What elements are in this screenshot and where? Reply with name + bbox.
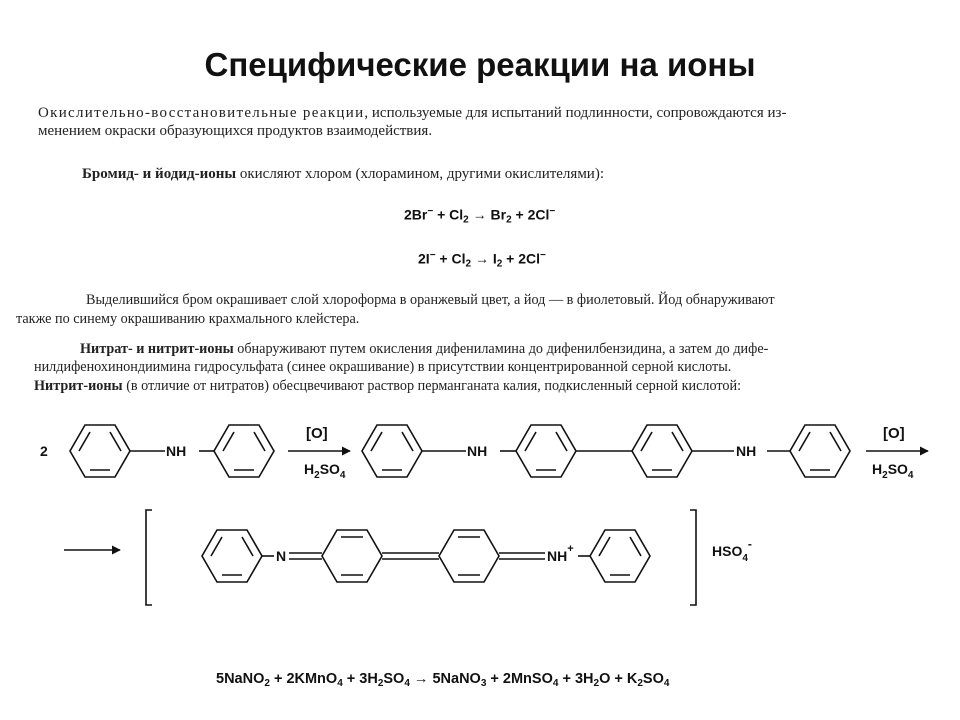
reagent-acid-1	[304, 461, 346, 481]
anion-sub: 4	[742, 553, 748, 564]
nh-plus-charge: +	[567, 543, 574, 555]
reagent-acid-1-h: H	[304, 461, 315, 477]
benzene-ring-7	[202, 530, 262, 582]
n-label: N	[276, 548, 287, 564]
nh-plus-label	[547, 543, 574, 564]
eq1-charge-1: −	[427, 206, 434, 217]
nh-label-1: NH	[166, 443, 187, 459]
anion-text: HSO	[712, 543, 743, 559]
eq1-charge-2: −	[549, 206, 556, 217]
feq-s1: 2	[264, 678, 270, 689]
eq2-charge-1: −	[429, 250, 436, 261]
feq-s7: 2	[593, 678, 600, 689]
eq1-sub-2: 2	[506, 214, 512, 226]
eq2-left: 2I	[418, 250, 430, 267]
nh-plus-text: NH	[547, 548, 568, 564]
central-double-bond	[382, 553, 439, 559]
nitrate-line-1-rest: обнаруживают путем окисления дифениламина до дифенилбензидина, а затем до дифе-	[233, 341, 769, 357]
reagent-acid-2-h: H	[872, 461, 883, 477]
nitrate-lead: Нитрат- и нитрит-ионы	[80, 341, 234, 357]
feq-s8: 2	[637, 678, 643, 689]
feq-s6: 4	[552, 678, 559, 689]
reagent-acid-1-sub4: 4	[339, 470, 346, 481]
feq-t3: + 3H	[342, 671, 378, 687]
eq2-sub-1: 2	[465, 258, 472, 270]
eq2-charge-2: −	[540, 250, 546, 261]
feq-t2: + 2KMnO	[269, 671, 338, 687]
feq-t7: + 3H	[558, 671, 594, 687]
benzene-ring-8	[590, 530, 650, 582]
imine-double-bond-2	[499, 553, 545, 559]
reagent-acid-2	[872, 461, 914, 481]
intro-line-1-rest: , используемые для испытаний подлинности, сопровождаются из-	[364, 105, 787, 121]
reagent-acid-2-sub4: 4	[907, 470, 914, 481]
intro-line-2: менением окраски образующихся продуктов взаимодействия.	[38, 123, 433, 139]
benzene-ring-2	[214, 425, 274, 477]
benzene-ring-3	[362, 425, 422, 477]
reagent-acid-1-sub2: 2	[314, 470, 320, 481]
feq-t1: 5NaNO	[216, 671, 265, 687]
eq1-mid1: + Cl	[433, 206, 464, 223]
eq2-mid2: → I	[471, 250, 497, 267]
benzene-ring-5	[632, 425, 692, 477]
imine-double-bond-1	[289, 553, 322, 559]
eq1-left: 2Br	[404, 206, 428, 223]
halides-note-line-2: также по синему окрашиванию крахмального клейстера.	[16, 311, 360, 327]
bracket-left	[146, 510, 152, 605]
intro-term: Окислительно-восстановительные реакции	[38, 105, 365, 121]
nitrate-line-2: нилдифенохинондиимина гидросульфата (синее окрашивание) в присутствии концентрированной серной кислоты.	[34, 359, 732, 375]
reagent-oxygen-2: [O]	[883, 425, 905, 442]
feq-s2: 4	[337, 678, 343, 689]
feq-t6: + 2MnSO	[486, 671, 553, 687]
reagent-acid-1-so: SO	[319, 461, 340, 477]
halides-text: окисляют хлором (хлорамином, другими окислителями):	[236, 166, 604, 182]
reagent-acid-2-so: SO	[887, 461, 908, 477]
feq-t8: O + K	[599, 671, 638, 687]
feq-t4: SO	[383, 671, 405, 687]
benzene-ring-4	[516, 425, 576, 477]
feq-s9: 4	[663, 678, 670, 689]
quinoid-ring-2	[439, 530, 499, 582]
feq-s4: 4	[404, 678, 410, 689]
halides-note-line-1: Выделившийся бром окрашивает слой хлороформа в оранжевый цвет, а йод — в фиолетовый. Йод обнаруживают	[86, 292, 775, 308]
feq-s5: 3	[480, 678, 487, 689]
feq-s3: 2	[377, 678, 384, 689]
eq1-sub-1: 2	[463, 214, 469, 226]
eq2-mid1: + Cl	[435, 250, 466, 267]
benzene-ring-1	[70, 425, 130, 477]
coefficient-2: 2	[40, 443, 48, 459]
permanganate-equation	[216, 671, 669, 689]
eq1-mid2: → Br	[468, 206, 507, 223]
nitrite-lead: Нитрит-ионы	[34, 378, 123, 394]
feq-t9: SO	[642, 671, 664, 687]
halides-lead: Бромид- и йодид-ионы	[82, 166, 237, 182]
reagent-oxygen-1: [O]	[306, 425, 328, 442]
nh-label-3: NH	[736, 443, 757, 459]
bracket-right	[690, 510, 696, 605]
reagent-acid-2-sub2: 2	[882, 470, 888, 481]
eq2-sub-2: 2	[496, 258, 503, 270]
quinoid-ring-1	[322, 530, 382, 582]
benzene-ring-6	[790, 425, 850, 477]
page-title: Специфические реакции на ионы	[204, 46, 756, 83]
eq1-right: + 2Cl	[511, 206, 550, 223]
feq-t5: → 5NaNO	[409, 671, 481, 687]
nh-label-2: NH	[467, 443, 488, 459]
eq2-right: + 2Cl	[502, 250, 541, 267]
anion-charge: -	[747, 537, 752, 551]
nitrate-line-3-rest: (в отличие от нитратов) обесцвечивают раствор перманганата калия, подкисленный серной кислотой:	[122, 378, 742, 394]
anion-label	[712, 537, 752, 564]
